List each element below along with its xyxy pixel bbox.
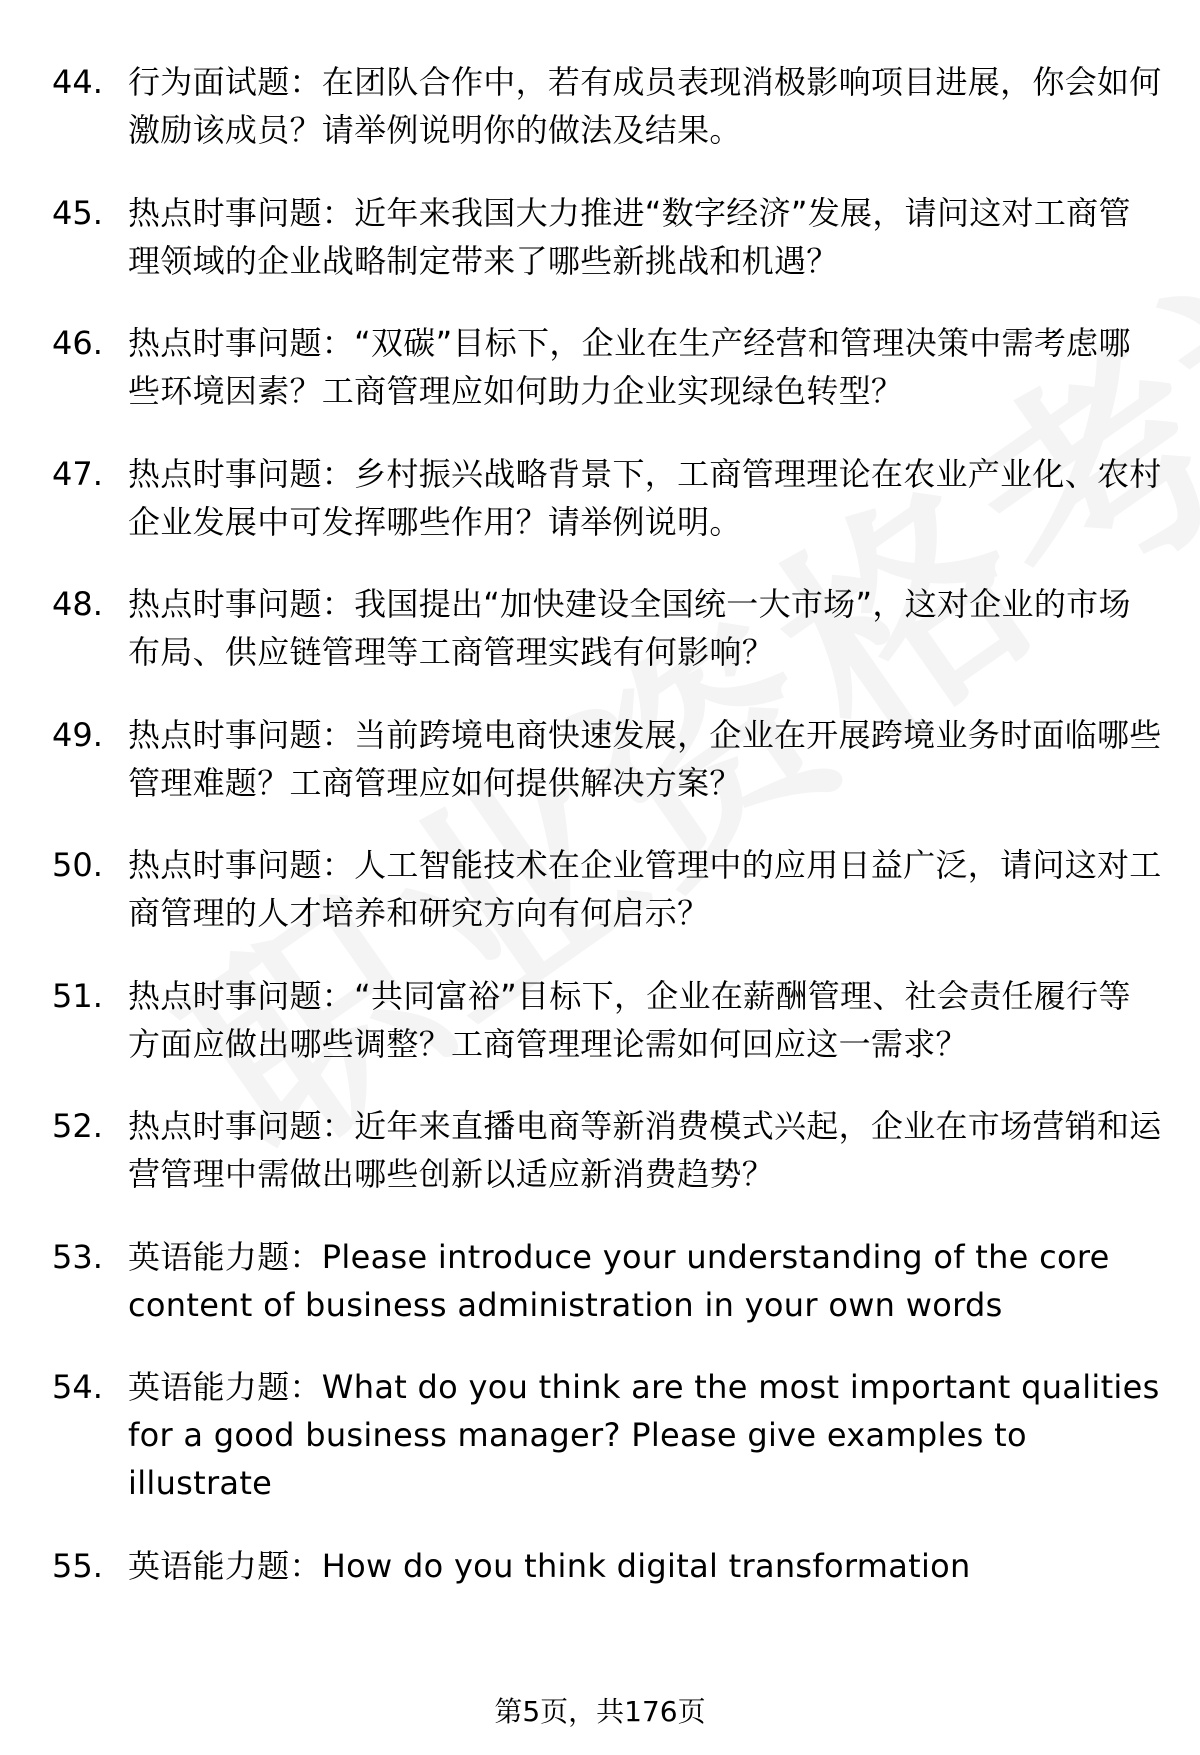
item-number: 50. <box>52 846 103 884</box>
item-text: 热点时事问题：当前跨境电商快速发展，企业在开展跨境业务时面临哪些管理难题？工商管理应如何提供解决方案？ <box>128 715 1162 802</box>
list-item <box>52 1102 1162 1198</box>
list-item <box>52 711 1162 807</box>
item-text: 英语能力题：Please introduce your understanding of the core content of business administration in your own words <box>128 1237 1110 1324</box>
item-number: 49. <box>52 715 103 754</box>
list-item <box>52 319 1162 415</box>
item-text: 热点时事问题：乡村振兴战略背景下，工商管理理论在农业产业化、农村企业发展中可发挥哪些作用？请举例说明。 <box>128 454 1162 541</box>
list-item <box>52 972 1162 1068</box>
item-text: 热点时事问题：“双碳”目标下，企业在生产经营和管理决策中需考虑哪些环境因素？工商管理应如何助力企业实现绿色转型？ <box>128 324 1131 410</box>
item-number: 53. <box>52 1237 103 1276</box>
question-list <box>52 58 1162 1624</box>
item-number: 46. <box>52 324 103 362</box>
item-text: 英语能力题：What do you think are the most important qualities for a good business manager? Please give examples to illustrate <box>128 1368 1160 1502</box>
item-number: 44. <box>52 63 103 101</box>
item-number: 51. <box>52 976 103 1015</box>
list-item <box>52 580 1162 676</box>
item-number: 55. <box>52 1546 103 1585</box>
item-text: 英语能力题：How do you think digital transformation <box>128 1546 971 1585</box>
item-text: 行为面试题：在团队合作中，若有成员表现消极影响项目进展，你会如何激励该成员？请举例说明你的做法及结果。 <box>128 63 1162 149</box>
item-number: 45. <box>52 193 103 232</box>
item-number: 47. <box>52 454 103 493</box>
list-item <box>52 1363 1162 1507</box>
item-text: 热点时事问题：近年来我国大力推进“数字经济”发展，请问这对工商管理领域的企业战略制定带来了哪些新挑战和机遇？ <box>128 193 1131 280</box>
item-number: 54. <box>52 1368 103 1406</box>
list-item <box>52 1233 1162 1329</box>
item-number: 52. <box>52 1107 103 1145</box>
item-text: 热点时事问题：人工智能技术在企业管理中的应用日益广泛，请问这对工商管理的人才培养和研究方向有何启示？ <box>128 846 1162 932</box>
list-item <box>52 841 1162 937</box>
item-text: 热点时事问题：“共同富裕”目标下，企业在薪酬管理、社会责任履行等方面应做出哪些调整？工商管理理论需如何回应这一需求？ <box>128 976 1131 1063</box>
page-footer: 第5页，共176页 <box>494 1695 706 1728</box>
list-item <box>52 450 1162 546</box>
list-item <box>52 189 1162 285</box>
item-text: 热点时事问题：近年来直播电商等新消费模式兴起，企业在市场营销和运营管理中需做出哪些创新以适应新消费趋势？ <box>128 1107 1162 1193</box>
list-item <box>52 58 1162 154</box>
item-text: 热点时事问题：我国提出“加快建设全国统一大市场”，这对企业的市场布局、供应链管理等工商管理实践有何影响？ <box>128 585 1131 671</box>
list-item <box>52 1542 1162 1590</box>
item-number: 48. <box>52 585 103 623</box>
